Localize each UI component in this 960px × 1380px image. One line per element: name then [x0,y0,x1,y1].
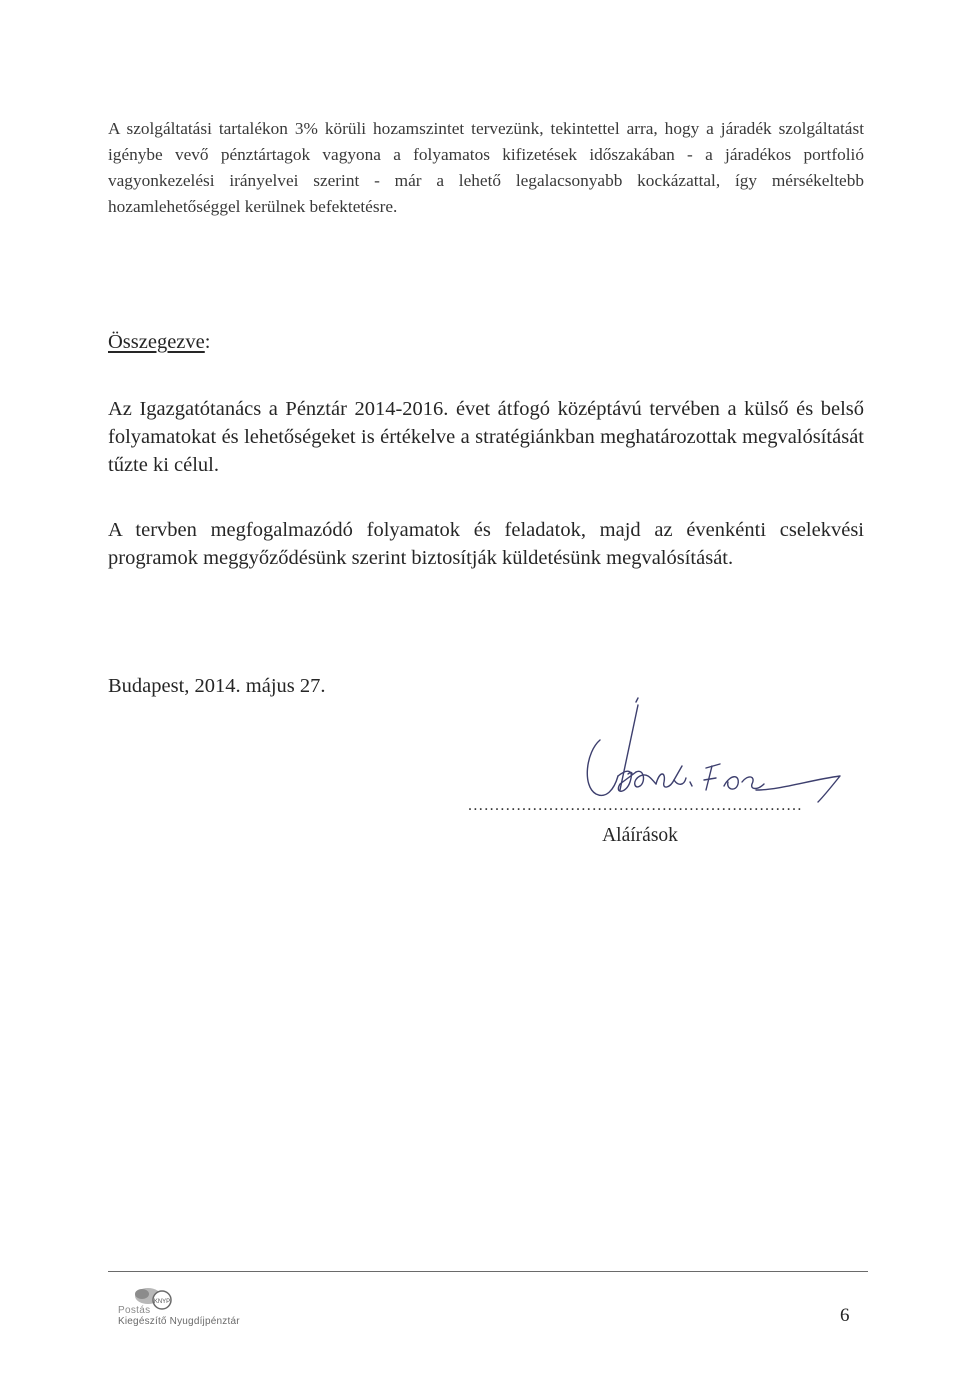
summary-heading-text: Összegezve [108,331,205,353]
footer-divider [108,1271,868,1272]
logo-text-line-1: Postás [118,1305,151,1316]
signature-line: .............................................................. [468,797,803,814]
signature-block [460,690,860,860]
summary-paragraph-2: A tervben megfogalmazódó folyamatok és feladatok, majd az évenkénti cselekvési programok meggyőződésünk szerint biztosítják küldetésünk megvalósítását. [108,518,864,569]
signature-label: Aláírások [602,825,678,846]
summary-paragraph-1: Az Igazgatótanács a Pénztár 2014-2016. évet átfogó középtávú tervében a külső és belső folyamatokat és lehetőségeket is értékelve a stratégiánkban meghatározottak megvalósítását tűzte ki célul. [108,397,864,476]
summary-heading [108,328,210,356]
summary-heading-colon: : [204,331,211,353]
logo-text-line-2: Kiegészítő Nyugdíjpénztár [118,1316,240,1327]
handwritten-signature [460,690,860,810]
intro-paragraph: A szolgáltatási tartalékon 3% körüli hozamszintet tervezünk, tekintettel arra, hogy a járadék szolgáltatást igénybe vevő pénztártagok vagyona a folyamatos kifizetések időszakában - a járadékos portfolió vagyonkezelési irányelvei szerint - már a lehető legalacsonyabb kockázattal, így mérsékeltebb hozamlehetőséggel kerülnek befektetésre. [108,119,864,217]
footer-logo [108,1278,248,1328]
page-number: 6 [840,1305,850,1326]
logo-mark-text: KNYP [153,1299,171,1305]
place-and-date: Budapest, 2014. május 27. [108,675,326,697]
